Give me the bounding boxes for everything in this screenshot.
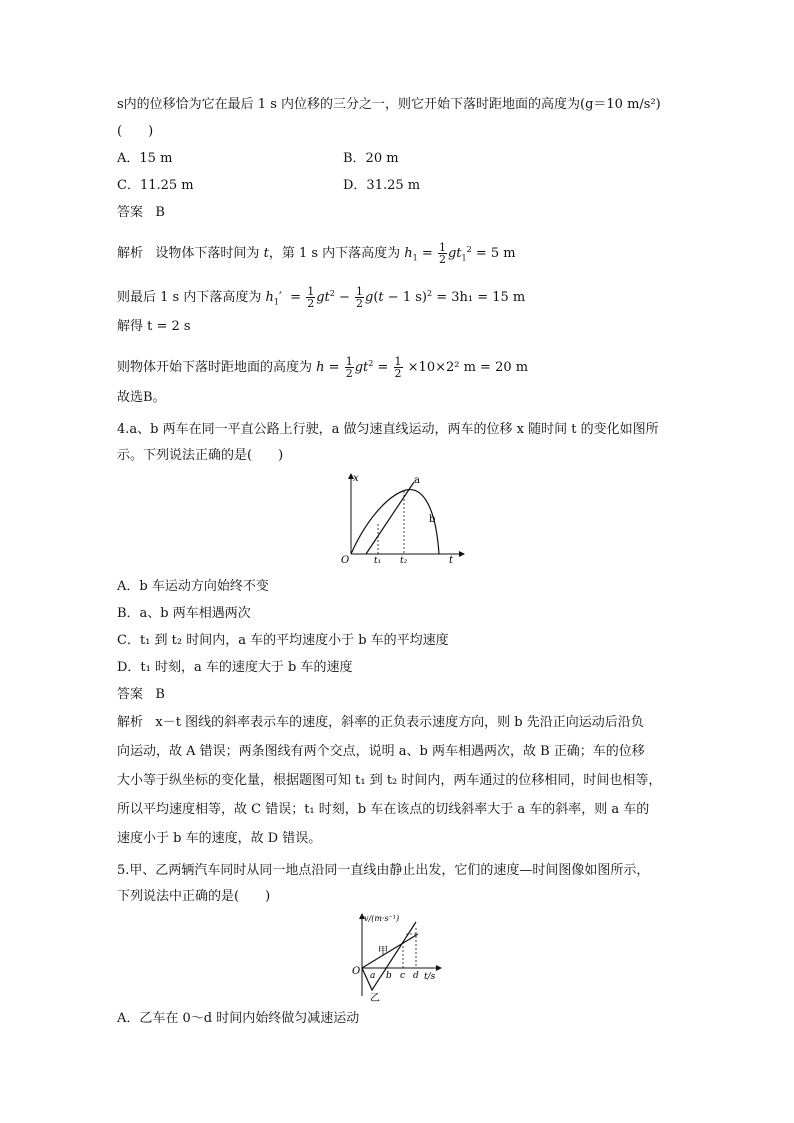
sol1-mid: ，第 1 s 内下落高度为 <box>268 246 401 261</box>
q4-solution-line1 <box>117 714 644 732</box>
a-label: a <box>370 971 376 981</box>
q4-option-d: D．t₁ 时刻，a 车的速度大于 b 车的速度 <box>117 660 353 675</box>
sol1-t: t <box>263 246 269 261</box>
q4-stem-line2: 示。下列说法正确的是( ) <box>117 448 284 463</box>
t-axis-arrow-icon <box>436 965 442 971</box>
q4-stem-line1: 4.a、b 两车在同一平直公路上行驶，a 做匀速直线运动，两车的位移 x 随时间 t 的变化如图所 <box>117 422 659 437</box>
answer-label: 答案 <box>117 687 144 702</box>
q4-sol1: x－t 图线的斜率表示车的速度，斜率的正负表示速度方向，则 b 先沿正向运动后沿负 <box>155 715 644 730</box>
analysis-label: 解析 <box>117 246 144 261</box>
t-axis-label: t <box>449 555 454 566</box>
sol4-pre: 则物体开始下落时距地面的高度为 <box>117 360 313 375</box>
v-axis-label: v/(m·s⁻¹) <box>364 914 400 923</box>
q3-option-c: C．11.25 m <box>117 178 194 193</box>
q4-option-a: A．b 车运动方向始终不变 <box>117 579 269 594</box>
q4-solution-line4: 所以平均速度相等，故 C 错误；t₁ 时刻，b 车在该点的切线斜率大于 a 车的斜率，则 a 车的 <box>117 802 650 817</box>
jia-label: 甲 <box>378 946 388 957</box>
q3-option-d: D．31.25 m <box>343 178 421 193</box>
q4-solution-line2: 向运动，故 A 错误；两条图线有两个交点，说明 a、b 两车相遇两次，故 B 正确；车的位移 <box>117 744 645 759</box>
q5-stem-line2: 下列说法中正确的是( ) <box>117 889 271 904</box>
q5-vt-graph <box>348 910 458 1002</box>
origin-label: O <box>341 555 350 566</box>
t2-label: t₂ <box>400 556 408 566</box>
curve-a-label: a <box>414 475 420 486</box>
q3-solution-line1: 解析 设物体下落时间为 t，第 1 s 内下落高度为 $h_1$ = $\frac{1}{2}$ $gt_1^2 = 5$ m <box>117 241 516 266</box>
sol2-eq: = 3h₁ = 15 m <box>436 290 526 305</box>
curve-b <box>351 490 439 554</box>
q4-option-c: C．t₁ 到 t₂ 时间内，a 车的平均速度小于 b 车的平均速度 <box>117 633 449 648</box>
q3-paren: ( ) <box>117 124 154 139</box>
yi-label: 乙 <box>370 993 380 1002</box>
sol1-eq: = 5 m <box>475 246 516 261</box>
sol1-pre: 设物体下落时间为 <box>155 246 260 261</box>
sol2-pre: 则最后 1 s 内下落高度为 <box>117 290 262 305</box>
q3-solution-line5: 故选B。 <box>117 390 166 405</box>
curve-b-label: b <box>429 514 436 525</box>
q5-stem-line1: 5.甲、乙两辆汽车同时从同一地点沿同一直线由静止出发，它们的速度—时间图像如图所示， <box>117 863 650 878</box>
answer-value: B <box>155 687 165 702</box>
q4-solution-line3: 大小等于纵坐标的变化量，根据题图可知 t₁ 到 t₂ 时间内，两车通过的位移相同，时间也相等， <box>117 773 662 788</box>
q4-solution-line5: 速度小于 b 车的速度，故 D 错误。 <box>117 831 322 846</box>
answer-value: B <box>155 205 165 220</box>
answer-label: 答案 <box>117 205 144 220</box>
q3-option-b: B．20 m <box>343 151 399 166</box>
q4-xt-graph <box>336 470 466 566</box>
line-a <box>366 482 414 554</box>
q3-solution-line2: 则最后 1 s 内下落高度为 $h_1'$ = $\frac{1}{2}$ $gt^2$ − $\frac{1}{2}$ g(t − 1 s)$^2$ = 3h₁ = 15 m <box>117 285 526 310</box>
q3-solution-line4: 则物体开始下落时距地面的高度为 h = $\frac{1}{2}$ $gt^2$ = $\frac{1}{2}$ ×10×2² m = 20 m <box>117 355 529 380</box>
c-label: c <box>400 971 406 981</box>
t-axis-arrow-icon <box>459 551 465 557</box>
q4-option-b: B．a、b 两车相遇两次 <box>117 606 251 621</box>
d-label: d <box>413 971 419 981</box>
q3-stem-line1: s内的位移恰为它在最后 1 s 内位移的三分之一，则它开始下落时距地面的高度为(g＝10 m/s²) <box>117 97 661 112</box>
q4-answer <box>117 686 165 704</box>
q3-solution-line3: 解得 t = 2 s <box>117 319 191 334</box>
t1-label: t₁ <box>374 556 382 566</box>
x-axis-label: x <box>353 473 359 484</box>
sol4-eq: ×10×2² m = 20 m <box>407 360 529 375</box>
origin-label: O <box>352 966 361 977</box>
fraction-half: $\frac{1}{2}$ <box>438 241 446 266</box>
t-axis-label: t/s <box>424 972 436 982</box>
q5-option-a: A．乙车在 0～d 时间内始终做匀减速运动 <box>117 1011 360 1026</box>
b-label: b <box>386 971 392 981</box>
q3-answer <box>117 204 165 222</box>
q3-option-a: A．15 m <box>117 151 173 166</box>
analysis-label: 解析 <box>117 715 144 730</box>
